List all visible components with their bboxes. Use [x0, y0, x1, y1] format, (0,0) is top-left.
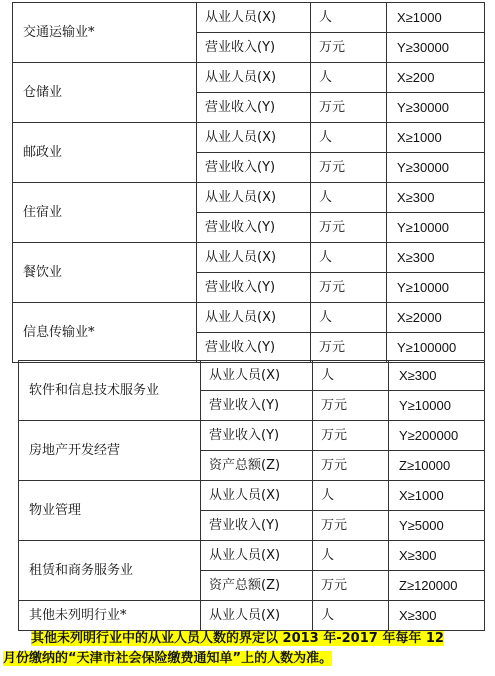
metric-cell: 营业收入(Y) — [201, 421, 313, 451]
table-row — [19, 421, 485, 451]
metric-cell: 资产总额(Z) — [201, 451, 313, 481]
condition-cell: X≥300 — [389, 541, 485, 571]
table-row — [13, 243, 485, 273]
table-row — [13, 3, 485, 33]
metric-cell: 从业人员(X) — [201, 541, 313, 571]
footnote-line-1: 其他未列明行业中的从业人员人数的界定以 2013 年-2017 年每年 12 — [31, 631, 444, 646]
condition-cell: X≥2000 — [387, 303, 485, 333]
unit-cell: 万元 — [311, 273, 387, 303]
unit-cell: 万元 — [313, 451, 389, 481]
table-row — [13, 303, 485, 333]
metric-cell: 营业收入(Y) — [197, 153, 311, 183]
table-row — [19, 481, 485, 511]
industry-criteria-table-bottom — [18, 360, 485, 631]
table-row — [19, 361, 485, 391]
metric-cell: 营业收入(Y) — [201, 511, 313, 541]
industry-name: 仓储业 — [13, 63, 197, 123]
metric-cell: 从业人员(X) — [197, 123, 311, 153]
condition-cell: Y≥30000 — [387, 93, 485, 123]
footnote — [3, 629, 491, 669]
table-row — [13, 123, 485, 153]
metric-cell: 营业收入(Y) — [201, 391, 313, 421]
table-row — [19, 601, 485, 631]
unit-cell: 人 — [311, 3, 387, 33]
metric-cell: 从业人员(X) — [197, 303, 311, 333]
metric-cell: 从业人员(X) — [197, 183, 311, 213]
condition-cell: X≥1000 — [387, 123, 485, 153]
table-row — [19, 541, 485, 571]
industry-name: 租赁和商务服务业 — [19, 541, 201, 601]
condition-cell: Y≥30000 — [387, 33, 485, 63]
unit-cell: 万元 — [313, 511, 389, 541]
metric-cell: 从业人员(X) — [197, 63, 311, 93]
condition-cell: X≥1000 — [389, 481, 485, 511]
metric-cell: 从业人员(X) — [197, 3, 311, 33]
unit-cell: 万元 — [311, 153, 387, 183]
unit-cell: 人 — [311, 123, 387, 153]
metric-cell: 从业人员(X) — [201, 481, 313, 511]
condition-cell: X≥300 — [387, 183, 485, 213]
unit-cell: 万元 — [311, 33, 387, 63]
condition-cell: X≥1000 — [387, 3, 485, 33]
industry-name: 物业管理 — [19, 481, 201, 541]
condition-cell: Z≥10000 — [389, 451, 485, 481]
metric-cell: 营业收入(Y) — [197, 273, 311, 303]
metric-cell: 营业收入(Y) — [197, 33, 311, 63]
unit-cell: 万元 — [311, 213, 387, 243]
unit-cell: 万元 — [311, 93, 387, 123]
metric-cell: 营业收入(Y) — [197, 93, 311, 123]
industry-name: 住宿业 — [13, 183, 197, 243]
condition-cell: X≥300 — [389, 601, 485, 631]
metric-cell: 营业收入(Y) — [197, 333, 311, 363]
industry-name: 房地产开发经营 — [19, 421, 201, 481]
unit-cell: 人 — [313, 361, 389, 391]
condition-cell: Y≥10000 — [387, 273, 485, 303]
table-row — [13, 63, 485, 93]
unit-cell: 人 — [313, 601, 389, 631]
condition-cell: X≥300 — [387, 243, 485, 273]
metric-cell: 从业人员(X) — [201, 601, 313, 631]
unit-cell: 人 — [311, 243, 387, 273]
condition-cell: Y≥200000 — [389, 421, 485, 451]
unit-cell: 人 — [313, 541, 389, 571]
industry-name: 餐饮业 — [13, 243, 197, 303]
metric-cell: 从业人员(X) — [197, 243, 311, 273]
condition-cell: Z≥120000 — [389, 571, 485, 601]
industry-name: 软件和信息技术服务业 — [19, 361, 201, 421]
industry-name: 邮政业 — [13, 123, 197, 183]
condition-cell: Y≥30000 — [387, 153, 485, 183]
condition-cell: X≥200 — [387, 63, 485, 93]
metric-cell: 资产总额(Z) — [201, 571, 313, 601]
condition-cell: X≥300 — [389, 361, 485, 391]
unit-cell: 万元 — [311, 333, 387, 363]
unit-cell: 万元 — [313, 391, 389, 421]
footnote-line-2: 月份缴纳的“天津市社会保险缴费通知单”上的人数为准。 — [3, 651, 333, 666]
industry-name: 信息传输业* — [13, 303, 197, 363]
condition-cell: Y≥10000 — [389, 391, 485, 421]
metric-cell: 从业人员(X) — [201, 361, 313, 391]
unit-cell: 人 — [313, 481, 389, 511]
unit-cell: 人 — [311, 303, 387, 333]
metric-cell: 营业收入(Y) — [197, 213, 311, 243]
condition-cell: Y≥10000 — [387, 213, 485, 243]
unit-cell: 人 — [311, 183, 387, 213]
unit-cell: 万元 — [313, 571, 389, 601]
table-row — [13, 183, 485, 213]
condition-cell: Y≥100000 — [387, 333, 485, 363]
unit-cell: 人 — [311, 63, 387, 93]
industry-name: 其他未列明行业* — [19, 601, 201, 631]
industry-name: 交通运输业* — [13, 3, 197, 63]
industry-criteria-table-top — [12, 2, 485, 363]
unit-cell: 万元 — [313, 421, 389, 451]
condition-cell: Y≥5000 — [389, 511, 485, 541]
